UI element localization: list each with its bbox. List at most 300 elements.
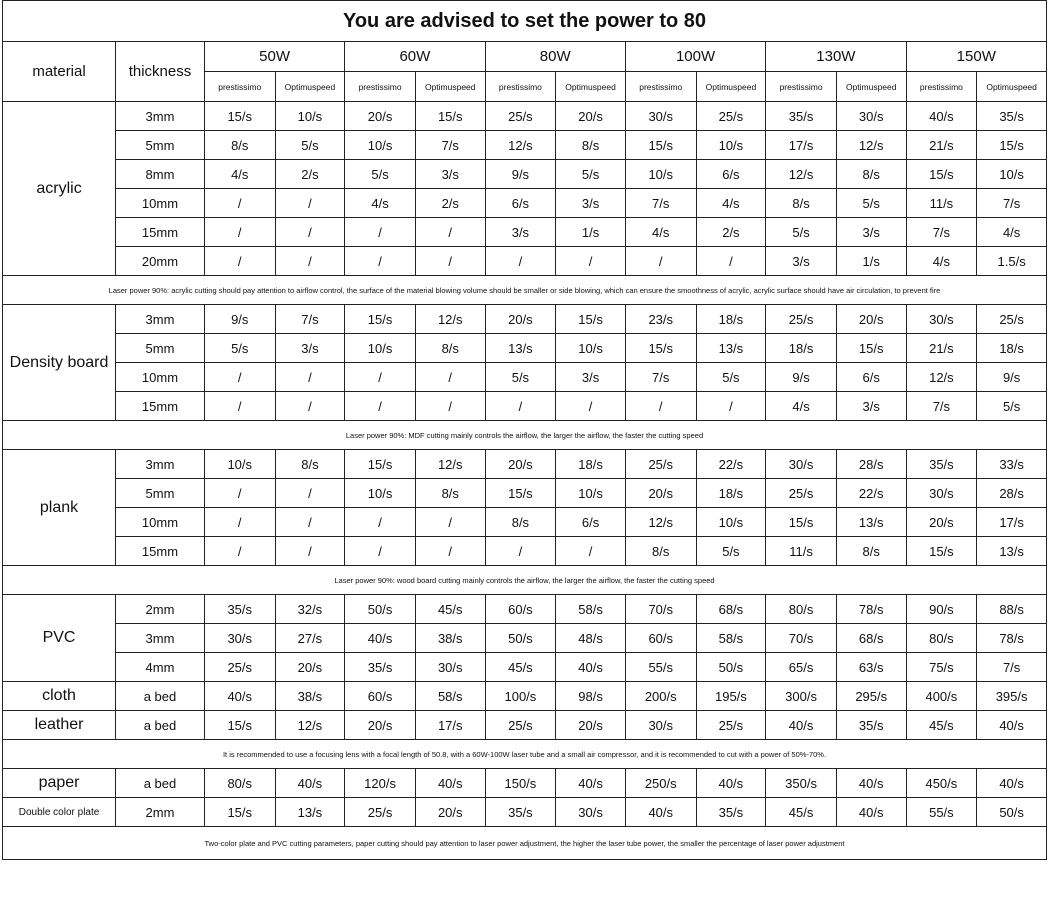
speed-value-cell: 23/s	[625, 305, 696, 334]
speed-value-cell: 30/s	[415, 653, 485, 682]
speed-value-cell: 30/s	[906, 305, 977, 334]
table-row	[3, 537, 1047, 566]
speed-value-cell: 4/s	[625, 218, 696, 247]
speed-value-cell: 17/s	[766, 131, 837, 160]
speed-value-cell: 25/s	[766, 305, 837, 334]
speed-value-cell: 2/s	[275, 160, 345, 189]
speed-value-cell: 40/s	[766, 711, 837, 740]
material-cell: paper	[3, 769, 116, 798]
speed-value-cell: 7/s	[415, 131, 485, 160]
thickness-cell: 2mm	[116, 798, 205, 827]
table-row	[3, 595, 1047, 624]
speed-value-cell: 15/s	[485, 479, 556, 508]
speed-value-cell: 5/s	[556, 160, 626, 189]
speed-value-cell: /	[345, 247, 416, 276]
speed-value-cell: 15/s	[415, 102, 485, 131]
speed-value-cell: 6/s	[696, 160, 766, 189]
speed-value-cell: 10/s	[345, 334, 416, 363]
speed-value-cell: /	[345, 392, 416, 421]
thickness-cell: 20mm	[116, 247, 205, 276]
speed-mode-header: prestissimo	[345, 72, 416, 102]
speed-value-cell: 48/s	[556, 624, 626, 653]
speed-value-cell: 25/s	[204, 653, 275, 682]
speed-value-cell: 6/s	[556, 508, 626, 537]
speed-value-cell: 50/s	[696, 653, 766, 682]
speed-value-cell: 40/s	[275, 769, 345, 798]
speed-value-cell: 35/s	[345, 653, 416, 682]
thickness-cell: 3mm	[116, 624, 205, 653]
thickness-cell: 3mm	[116, 450, 205, 479]
speed-value-cell: 3/s	[556, 189, 626, 218]
speed-mode-header: prestissimo	[625, 72, 696, 102]
speed-value-cell: /	[275, 537, 345, 566]
speed-value-cell: 40/s	[415, 769, 485, 798]
speed-value-cell: 15/s	[204, 798, 275, 827]
speed-value-cell: 68/s	[696, 595, 766, 624]
speed-value-cell: /	[204, 479, 275, 508]
material-cell: PVC	[3, 595, 116, 682]
material-cell: Density board	[3, 305, 116, 421]
speed-value-cell: 7/s	[977, 653, 1047, 682]
speed-value-cell: 12/s	[485, 131, 556, 160]
speed-value-cell: 45/s	[766, 798, 837, 827]
table-row	[3, 624, 1047, 653]
speed-value-cell: 30/s	[906, 479, 977, 508]
speed-value-cell: /	[415, 392, 485, 421]
power-header: 100W	[625, 42, 765, 72]
speed-value-cell: 1.5/s	[977, 247, 1047, 276]
speed-value-cell: 12/s	[836, 131, 906, 160]
thickness-cell: 15mm	[116, 537, 205, 566]
speed-value-cell: 7/s	[625, 189, 696, 218]
table-row	[3, 247, 1047, 276]
speed-value-cell: /	[415, 218, 485, 247]
speed-value-cell: 78/s	[836, 595, 906, 624]
speed-value-cell: 13/s	[977, 537, 1047, 566]
speed-value-cell: 4/s	[906, 247, 977, 276]
speed-value-cell: 28/s	[977, 479, 1047, 508]
speed-value-cell: 25/s	[696, 102, 766, 131]
table-row	[3, 798, 1047, 827]
speed-value-cell: 8/s	[485, 508, 556, 537]
speed-value-cell: /	[275, 247, 345, 276]
speed-value-cell: 30/s	[766, 450, 837, 479]
speed-value-cell: 90/s	[906, 595, 977, 624]
speed-mode-header: Optimuspeed	[836, 72, 906, 102]
speed-mode-header: Optimuspeed	[977, 72, 1047, 102]
speed-value-cell: 98/s	[556, 682, 626, 711]
speed-value-cell: /	[696, 392, 766, 421]
speed-value-cell: 395/s	[977, 682, 1047, 711]
speed-value-cell: 2/s	[696, 218, 766, 247]
speed-value-cell: 6/s	[485, 189, 556, 218]
speed-value-cell: 63/s	[836, 653, 906, 682]
speed-value-cell: 40/s	[345, 624, 416, 653]
speed-value-cell: /	[204, 247, 275, 276]
table-row	[3, 653, 1047, 682]
speed-value-cell: 20/s	[415, 798, 485, 827]
speed-value-cell: 20/s	[556, 711, 626, 740]
speed-value-cell: 40/s	[556, 653, 626, 682]
speed-value-cell: 13/s	[696, 334, 766, 363]
speed-value-cell: 9/s	[977, 363, 1047, 392]
speed-value-cell: 5/s	[204, 334, 275, 363]
speed-value-cell: /	[275, 218, 345, 247]
speed-value-cell: 15/s	[625, 131, 696, 160]
speed-value-cell: 7/s	[275, 305, 345, 334]
speed-value-cell: 25/s	[485, 711, 556, 740]
speed-value-cell: /	[204, 363, 275, 392]
speed-value-cell: 80/s	[906, 624, 977, 653]
speed-value-cell: 30/s	[625, 711, 696, 740]
speed-value-cell: 35/s	[485, 798, 556, 827]
thickness-cell: 2mm	[116, 595, 205, 624]
speed-value-cell: 120/s	[345, 769, 416, 798]
speed-value-cell: 5/s	[485, 363, 556, 392]
speed-value-cell: 3/s	[415, 160, 485, 189]
speed-value-cell: 18/s	[696, 479, 766, 508]
table-row	[3, 131, 1047, 160]
speed-value-cell: 60/s	[485, 595, 556, 624]
speed-value-cell: 8/s	[415, 334, 485, 363]
material-header: material	[3, 42, 116, 102]
speed-value-cell: 35/s	[836, 711, 906, 740]
thickness-cell: 3mm	[116, 102, 205, 131]
speed-value-cell: 8/s	[836, 537, 906, 566]
speed-value-cell: 30/s	[836, 102, 906, 131]
speed-value-cell: 10/s	[556, 479, 626, 508]
speed-value-cell: 7/s	[906, 218, 977, 247]
speed-value-cell: 10/s	[556, 334, 626, 363]
speed-value-cell: 15/s	[204, 711, 275, 740]
speed-value-cell: 3/s	[766, 247, 837, 276]
speed-value-cell: 5/s	[275, 131, 345, 160]
speed-value-cell: 45/s	[485, 653, 556, 682]
speed-value-cell: 78/s	[977, 624, 1047, 653]
speed-value-cell: 20/s	[275, 653, 345, 682]
speed-value-cell: 88/s	[977, 595, 1047, 624]
speed-value-cell: 11/s	[906, 189, 977, 218]
table-row	[3, 334, 1047, 363]
speed-value-cell: 1/s	[836, 247, 906, 276]
speed-value-cell: 3/s	[836, 392, 906, 421]
speed-value-cell: /	[204, 392, 275, 421]
material-cell: Double color plate	[3, 798, 116, 827]
thickness-cell: 10mm	[116, 363, 205, 392]
speed-value-cell: 13/s	[836, 508, 906, 537]
speed-value-cell: 18/s	[766, 334, 837, 363]
speed-value-cell: 40/s	[696, 769, 766, 798]
speed-value-cell: 400/s	[906, 682, 977, 711]
power-header: 80W	[485, 42, 625, 72]
power-header: 50W	[204, 42, 344, 72]
thickness-cell: 10mm	[116, 508, 205, 537]
speed-value-cell: 8/s	[625, 537, 696, 566]
speed-value-cell: 5/s	[696, 363, 766, 392]
speed-value-cell: 22/s	[696, 450, 766, 479]
speed-value-cell: 450/s	[906, 769, 977, 798]
speed-value-cell: 15/s	[625, 334, 696, 363]
speed-value-cell: 30/s	[556, 798, 626, 827]
material-cell: cloth	[3, 682, 116, 711]
speed-value-cell: /	[275, 508, 345, 537]
speed-value-cell: 9/s	[485, 160, 556, 189]
speed-value-cell: 25/s	[345, 798, 416, 827]
speed-value-cell: 30/s	[204, 624, 275, 653]
table-row	[3, 711, 1047, 740]
speed-value-cell: 5/s	[977, 392, 1047, 421]
speed-value-cell: 60/s	[625, 624, 696, 653]
speed-value-cell: 13/s	[275, 798, 345, 827]
thickness-cell: 5mm	[116, 334, 205, 363]
speed-value-cell: 20/s	[625, 479, 696, 508]
speed-value-cell: 6/s	[836, 363, 906, 392]
speed-value-cell: 18/s	[696, 305, 766, 334]
table-row	[3, 189, 1047, 218]
speed-value-cell: 5/s	[345, 160, 416, 189]
speed-value-cell: /	[415, 508, 485, 537]
speed-value-cell: 40/s	[977, 769, 1047, 798]
speed-value-cell: /	[275, 479, 345, 508]
speed-value-cell: 35/s	[906, 450, 977, 479]
speed-value-cell: 32/s	[275, 595, 345, 624]
speed-value-cell: 2/s	[415, 189, 485, 218]
speed-value-cell: 40/s	[625, 798, 696, 827]
speed-value-cell: 35/s	[204, 595, 275, 624]
note-row	[3, 421, 1047, 450]
speed-value-cell: 100/s	[485, 682, 556, 711]
speed-value-cell: 28/s	[836, 450, 906, 479]
thickness-cell: 5mm	[116, 479, 205, 508]
speed-value-cell: 7/s	[625, 363, 696, 392]
speed-value-cell: /	[204, 537, 275, 566]
material-cell: acrylic	[3, 102, 116, 276]
speed-value-cell: 8/s	[204, 131, 275, 160]
thickness-cell: 10mm	[116, 189, 205, 218]
table-row	[3, 305, 1047, 334]
speed-value-cell: 4/s	[977, 218, 1047, 247]
speed-value-cell: 3/s	[485, 218, 556, 247]
speed-value-cell: 1/s	[556, 218, 626, 247]
table-row	[3, 769, 1047, 798]
table-row	[3, 218, 1047, 247]
speed-value-cell: /	[345, 363, 416, 392]
speed-mode-header: Optimuspeed	[556, 72, 626, 102]
speed-value-cell: 17/s	[977, 508, 1047, 537]
speed-value-cell: 5/s	[696, 537, 766, 566]
speed-value-cell: 8/s	[275, 450, 345, 479]
speed-value-cell: 27/s	[275, 624, 345, 653]
speed-value-cell: 45/s	[906, 711, 977, 740]
thickness-cell: 4mm	[116, 653, 205, 682]
speed-value-cell: 15/s	[836, 334, 906, 363]
speed-value-cell: /	[485, 537, 556, 566]
speed-value-cell: 65/s	[766, 653, 837, 682]
speed-value-cell: 4/s	[696, 189, 766, 218]
speed-value-cell: 10/s	[204, 450, 275, 479]
speed-value-cell: 70/s	[766, 624, 837, 653]
speed-value-cell: 4/s	[204, 160, 275, 189]
speed-value-cell: 38/s	[415, 624, 485, 653]
speed-value-cell: 50/s	[485, 624, 556, 653]
speed-value-cell: 35/s	[696, 798, 766, 827]
note-text: Two-color plate and PVC cutting parameters, paper cutting should pay attention to laser power adjustment, the higher the laser tube power, the smaller the percentage of laser power adjustment	[3, 827, 1047, 860]
speed-value-cell: 21/s	[906, 131, 977, 160]
note-row	[3, 566, 1047, 595]
speed-value-cell: /	[345, 537, 416, 566]
speed-mode-header: prestissimo	[906, 72, 977, 102]
speed-value-cell: 17/s	[415, 711, 485, 740]
table-row	[3, 363, 1047, 392]
speed-value-cell: 10/s	[345, 131, 416, 160]
speed-value-cell: 7/s	[906, 392, 977, 421]
speed-value-cell: 8/s	[415, 479, 485, 508]
speed-value-cell: /	[556, 247, 626, 276]
table-row	[3, 682, 1047, 711]
speed-value-cell: 20/s	[836, 305, 906, 334]
speed-value-cell: 38/s	[275, 682, 345, 711]
speed-value-cell: 10/s	[977, 160, 1047, 189]
speed-value-cell: /	[345, 508, 416, 537]
speed-value-cell: /	[345, 218, 416, 247]
speed-value-cell: 25/s	[696, 711, 766, 740]
speed-value-cell: 5/s	[836, 189, 906, 218]
speed-value-cell: 12/s	[906, 363, 977, 392]
speed-value-cell: /	[204, 218, 275, 247]
speed-value-cell: 58/s	[556, 595, 626, 624]
speed-value-cell: 50/s	[345, 595, 416, 624]
speed-value-cell: 35/s	[977, 102, 1047, 131]
speed-value-cell: 250/s	[625, 769, 696, 798]
note-row	[3, 827, 1047, 860]
speed-value-cell: 7/s	[977, 189, 1047, 218]
speed-mode-header: Optimuspeed	[415, 72, 485, 102]
table-row	[3, 508, 1047, 537]
speed-value-cell: 40/s	[977, 711, 1047, 740]
speed-value-cell: 22/s	[836, 479, 906, 508]
speed-value-cell: 15/s	[556, 305, 626, 334]
speed-value-cell: 68/s	[836, 624, 906, 653]
speed-value-cell: /	[485, 247, 556, 276]
speed-value-cell: 40/s	[556, 769, 626, 798]
speed-value-cell: 55/s	[625, 653, 696, 682]
table-row	[3, 450, 1047, 479]
speed-value-cell: /	[204, 508, 275, 537]
speed-value-cell: 9/s	[766, 363, 837, 392]
speed-value-cell: 3/s	[836, 218, 906, 247]
thickness-cell: a bed	[116, 769, 205, 798]
speed-value-cell: 200/s	[625, 682, 696, 711]
note-row	[3, 740, 1047, 769]
speed-value-cell: 295/s	[836, 682, 906, 711]
power-header: 60W	[345, 42, 485, 72]
speed-value-cell: /	[556, 392, 626, 421]
speed-value-cell: 50/s	[977, 798, 1047, 827]
speed-value-cell: 15/s	[906, 537, 977, 566]
speed-value-cell: 55/s	[906, 798, 977, 827]
speed-value-cell: 11/s	[766, 537, 837, 566]
speed-value-cell: 70/s	[625, 595, 696, 624]
speed-value-cell: 15/s	[906, 160, 977, 189]
speed-value-cell: 35/s	[766, 102, 837, 131]
speed-value-cell: 80/s	[204, 769, 275, 798]
speed-value-cell: 15/s	[766, 508, 837, 537]
speed-value-cell: 75/s	[906, 653, 977, 682]
speed-value-cell: 15/s	[977, 131, 1047, 160]
speed-value-cell: 350/s	[766, 769, 837, 798]
table-row	[3, 479, 1047, 508]
speed-value-cell: 5/s	[766, 218, 837, 247]
cutting-parameters-table	[2, 0, 1047, 860]
power-header: 150W	[906, 42, 1046, 72]
speed-value-cell: 4/s	[766, 392, 837, 421]
speed-value-cell: 10/s	[625, 160, 696, 189]
speed-mode-header: Optimuspeed	[696, 72, 766, 102]
speed-value-cell: 40/s	[836, 769, 906, 798]
speed-value-cell: 25/s	[766, 479, 837, 508]
speed-value-cell: 15/s	[345, 450, 416, 479]
speed-value-cell: 40/s	[204, 682, 275, 711]
note-text: Laser power 90%: MDF cutting mainly controls the airflow, the larger the airflow, the faster the cutting speed	[3, 421, 1047, 450]
speed-value-cell: 25/s	[625, 450, 696, 479]
thickness-cell: 15mm	[116, 392, 205, 421]
speed-value-cell: /	[275, 189, 345, 218]
thickness-cell: 5mm	[116, 131, 205, 160]
speed-value-cell: 10/s	[696, 131, 766, 160]
speed-value-cell: 40/s	[836, 798, 906, 827]
note-text: It is recommended to use a focusing lens with a focal length of 50.8, with a 60W-100W laser tube and a small air compressor, and it is recommended to cut with a power of 50%-70%.	[3, 740, 1047, 769]
speed-value-cell: 58/s	[415, 682, 485, 711]
speed-value-cell: 9/s	[204, 305, 275, 334]
speed-value-cell: 40/s	[906, 102, 977, 131]
speed-value-cell: 8/s	[766, 189, 837, 218]
thickness-header: thickness	[116, 42, 205, 102]
speed-value-cell: 33/s	[977, 450, 1047, 479]
speed-value-cell: 45/s	[415, 595, 485, 624]
speed-value-cell: 8/s	[836, 160, 906, 189]
speed-value-cell: 18/s	[556, 450, 626, 479]
speed-value-cell: 10/s	[275, 102, 345, 131]
speed-mode-header: prestissimo	[204, 72, 275, 102]
speed-value-cell: 10/s	[696, 508, 766, 537]
speed-value-cell: /	[204, 189, 275, 218]
thickness-cell: a bed	[116, 682, 205, 711]
speed-value-cell: 300/s	[766, 682, 837, 711]
thickness-cell: a bed	[116, 711, 205, 740]
speed-value-cell: 12/s	[275, 711, 345, 740]
speed-value-cell: 12/s	[415, 305, 485, 334]
speed-value-cell: 21/s	[906, 334, 977, 363]
speed-value-cell: 20/s	[345, 102, 416, 131]
speed-value-cell: /	[415, 363, 485, 392]
speed-value-cell: 80/s	[766, 595, 837, 624]
table-title: You are advised to set the power to 80	[3, 1, 1047, 42]
thickness-cell: 8mm	[116, 160, 205, 189]
speed-mode-header: prestissimo	[766, 72, 837, 102]
material-cell: leather	[3, 711, 116, 740]
speed-value-cell: 150/s	[485, 769, 556, 798]
speed-value-cell: 58/s	[696, 624, 766, 653]
speed-value-cell: 10/s	[345, 479, 416, 508]
speed-value-cell: 195/s	[696, 682, 766, 711]
note-text: Laser power 90%: wood board cutting mainly controls the airflow, the larger the airflow, the faster the cutting speed	[3, 566, 1047, 595]
speed-value-cell: 15/s	[345, 305, 416, 334]
thickness-cell: 15mm	[116, 218, 205, 247]
speed-value-cell: 18/s	[977, 334, 1047, 363]
speed-value-cell: /	[556, 537, 626, 566]
speed-value-cell: 20/s	[345, 711, 416, 740]
power-header: 130W	[766, 42, 906, 72]
